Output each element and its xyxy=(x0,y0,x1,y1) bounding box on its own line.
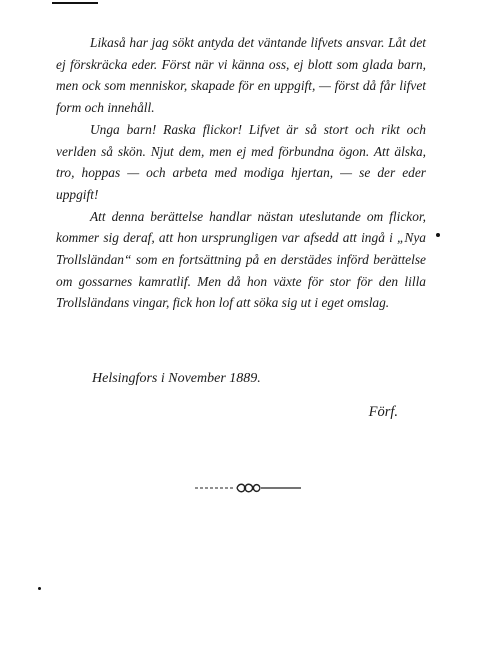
place-date-signoff: Helsingfors i November 1889. xyxy=(92,371,261,386)
paragraph-1: Likaså har jag sökt antyda det väntande lifvets ansvar. Låt det ej förskräcka eder. Först när vi känna oss, ej blott som glada barn, men ock som menniskor, skapade för en uppgift, — först då får lifvet form och innehåll. xyxy=(56,35,426,116)
print-speck xyxy=(38,587,41,590)
author-signature: Förf. xyxy=(368,404,398,420)
print-speck xyxy=(436,233,440,237)
body-text xyxy=(56,32,426,314)
paragraph-3: Att denna berättelse handlar nästan uteslutande om flickor, kommer sig deraf, att hon ursprungligen var afsedd att ingå i „Nya Trollsländan“ som en fortsättning på en derstädes införd berättelse om gossarnes kamratlif. Men då hon växte för stor för den lilla Trollsländans vingar, fick hon lof att söka sig ut i eget omslag. xyxy=(56,208,426,311)
ornament-divider-icon xyxy=(193,481,303,495)
paragraph-2: Unga barn! Raska flickor! Lifvet är så stort och rikt och verlden så skön. Njut dem, men ej med förbundna ögon. Att älska, tro, hoppas — och arbeta med modiga hjertan, — se der eder uppgift! xyxy=(56,121,426,202)
top-rule xyxy=(52,2,98,4)
